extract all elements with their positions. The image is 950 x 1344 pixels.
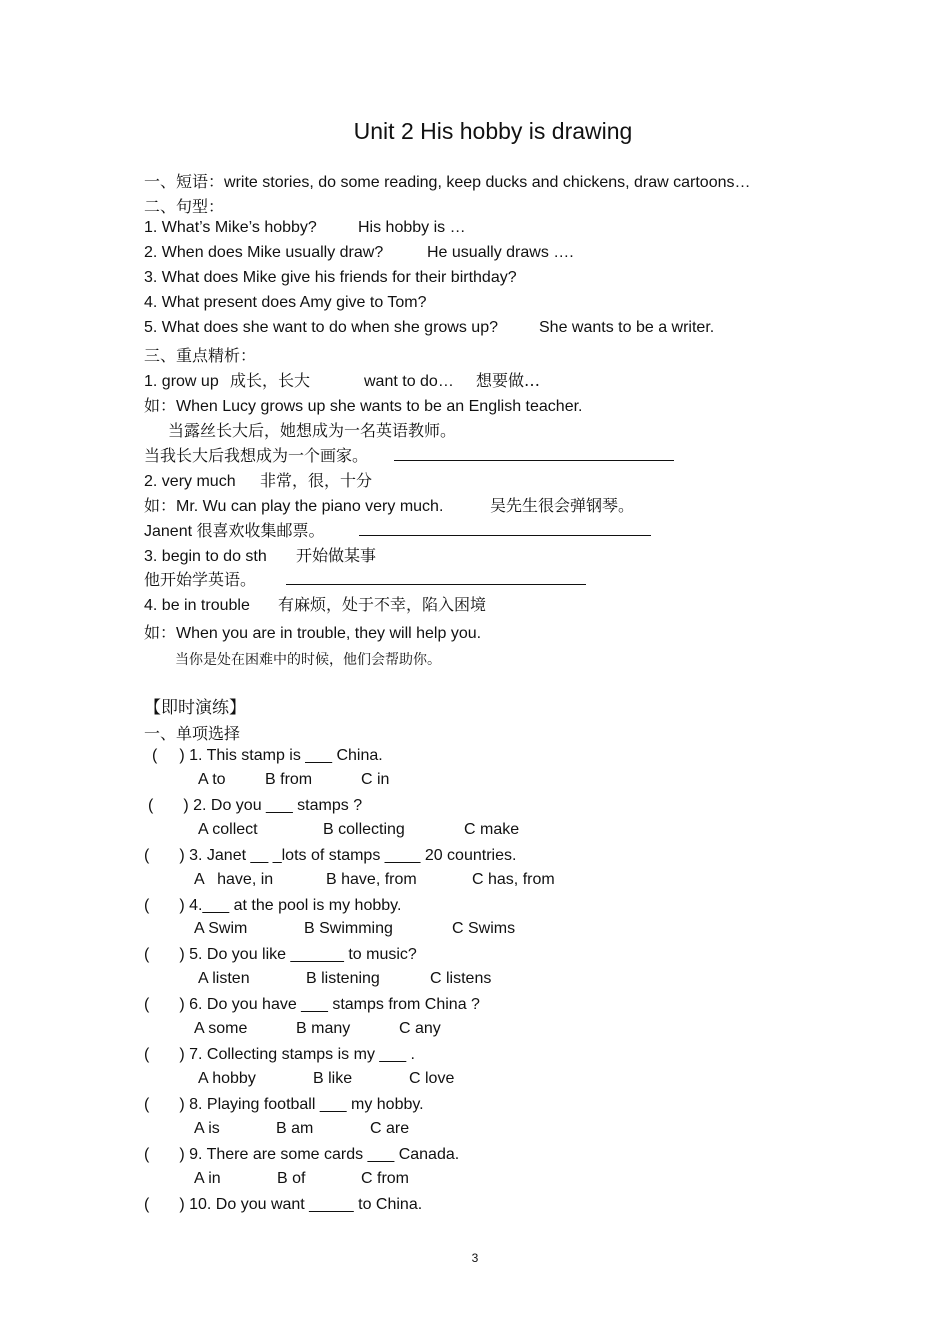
example-4 <box>144 620 481 643</box>
pattern-5 <box>144 319 714 337</box>
pattern-question: 2. When does Mike usually draw? <box>144 244 384 261</box>
option[interactable]: B listening <box>306 970 380 987</box>
point-zh: 开始做某事 <box>296 546 377 565</box>
option[interactable]: B Swimming <box>304 920 393 937</box>
practice-title: 【即时演练】 <box>144 698 246 718</box>
example-2 <box>144 493 634 516</box>
example-text: When you are in trouble, they will help you. <box>176 625 482 642</box>
task-prompt-en: Janent <box>144 523 193 540</box>
paren-open: ( <box>144 1096 150 1113</box>
answer-slot[interactable] <box>149 896 179 910</box>
patterns-label: 二、句型： <box>144 197 225 216</box>
task-prompt: 很喜欢收集邮票。 <box>196 521 325 540</box>
pattern-4 <box>144 294 427 312</box>
option[interactable]: B am <box>276 1120 314 1137</box>
task-2 <box>144 518 651 541</box>
option[interactable]: B have, from <box>326 871 417 888</box>
option[interactable]: A some <box>194 1020 248 1037</box>
question-6 <box>144 995 480 1014</box>
task-prompt: 他开始学英语。 <box>144 570 257 589</box>
point-1 <box>144 368 540 391</box>
option[interactable]: B collecting <box>323 821 405 838</box>
pattern-2 <box>144 244 574 262</box>
question-8 <box>144 1095 424 1114</box>
option[interactable]: A hobby <box>198 1070 256 1087</box>
options-9 <box>194 1170 409 1188</box>
question-4 <box>144 896 401 915</box>
task-prompt: 当我长大后我想成为一个画家。 <box>144 446 369 465</box>
paren-open: ( <box>148 797 154 814</box>
options-3 <box>194 871 555 889</box>
question-text: 5. Do you like ______ to music? <box>189 946 417 963</box>
answer-slot[interactable] <box>153 796 183 810</box>
pattern-question: 3. What does Mike give his friends for their birthday? <box>144 269 517 286</box>
paren-close: ) <box>183 797 189 814</box>
question-5 <box>144 945 417 964</box>
paren-open: ( <box>144 1046 150 1063</box>
options-1 <box>198 771 389 789</box>
point-en: 3. begin to do sth <box>144 548 267 565</box>
answer-blank[interactable] <box>286 570 586 585</box>
question-text: 1. This stamp is ___ China. <box>189 747 383 764</box>
example-translation: 吴先生很会弹钢琴。 <box>490 496 635 515</box>
paren-close: ) <box>179 946 185 963</box>
paren-close: ) <box>179 1196 185 1213</box>
question-text: 6. Do you have ___ stamps from China ? <box>189 996 480 1013</box>
example-1-translation: 当露丝长大后，她想成为一名英语教师。 <box>168 421 457 440</box>
example-4-translation: 当你是处在困难中的时候，他们会帮助你。 <box>175 652 441 668</box>
answer-slot[interactable] <box>157 746 179 760</box>
answer-slot[interactable] <box>149 1045 179 1059</box>
paren-open: ( <box>152 747 158 764</box>
paren-open: ( <box>144 996 150 1013</box>
task-1 <box>144 443 674 466</box>
pattern-question: 5. What does she want to do when she grows up? <box>144 319 498 336</box>
answer-slot[interactable] <box>149 1095 179 1109</box>
options-2 <box>198 821 519 839</box>
point-zh: 成长，长大 <box>230 371 311 390</box>
question-text: 2. Do you ___ stamps ? <box>193 797 363 814</box>
question-text: 3. Janet __ _lots of stamps ____ 20 countries. <box>189 847 517 864</box>
option[interactable]: A in <box>194 1170 221 1187</box>
question-text: 4.___ at the pool is my hobby. <box>189 897 402 914</box>
page-number: 3 <box>471 1251 479 1265</box>
point-zh: 非常，很，十分 <box>260 471 373 490</box>
pattern-1 <box>144 219 466 237</box>
options-5 <box>198 970 491 988</box>
example-label: 如： <box>144 496 177 515</box>
option[interactable]: A have, in <box>194 871 274 888</box>
pattern-answer: His hobby is … <box>358 219 466 236</box>
example-1 <box>144 393 582 416</box>
point-zh: 有麻烦，处于不幸，陷入困境 <box>278 595 487 614</box>
pattern-answer: He usually draws …. <box>427 244 574 261</box>
options-8 <box>194 1120 409 1138</box>
points-label: 三、重点精析： <box>144 346 257 365</box>
option[interactable]: B from <box>265 771 313 788</box>
question-text: 10. Do you want _____ to China. <box>189 1196 423 1213</box>
phrases-line <box>144 169 751 192</box>
option[interactable]: A is <box>194 1120 220 1137</box>
paren-close: ) <box>179 847 185 864</box>
paren-close: ) <box>179 897 185 914</box>
page-title: Unit 2 His hobby is drawing <box>353 118 633 144</box>
example-label: 如： <box>144 396 177 415</box>
mc-label: 一、单项选择 <box>144 724 241 743</box>
paren-open: ( <box>144 1146 150 1163</box>
option[interactable]: C make <box>464 821 520 838</box>
question-9 <box>144 1145 459 1164</box>
options-4 <box>194 920 515 938</box>
option[interactable]: C in <box>361 771 390 788</box>
question-3 <box>144 846 516 865</box>
answer-slot[interactable] <box>149 945 179 959</box>
paren-open: ( <box>144 1196 150 1213</box>
question-text: 7. Collecting stamps is my ___ . <box>189 1046 415 1063</box>
answer-slot[interactable] <box>149 1195 179 1209</box>
point-en: 4. be in trouble <box>144 597 250 614</box>
option[interactable]: A Swim <box>194 920 248 937</box>
option[interactable]: B of <box>277 1170 306 1187</box>
point-zh: 想要做… <box>476 371 541 390</box>
point-4 <box>144 592 486 615</box>
paren-open: ( <box>144 847 150 864</box>
example-text: When Lucy grows up she wants to be an English teacher. <box>176 398 583 415</box>
options-6 <box>194 1020 441 1038</box>
answer-slot[interactable] <box>149 1145 179 1159</box>
pattern-question: 4. What present does Amy give to Tom? <box>144 294 427 311</box>
example-label: 如： <box>144 623 177 642</box>
answer-blank[interactable] <box>359 521 651 536</box>
phrases-text: write stories, do some reading, keep ducks and chickens, draw cartoons… <box>224 174 751 191</box>
option[interactable]: C listens <box>430 970 492 987</box>
options-7 <box>198 1070 454 1088</box>
phrases-label: 一、短语： <box>144 172 225 191</box>
option[interactable]: B like <box>313 1070 353 1087</box>
example-text: Mr. Wu can play the piano very much. <box>176 498 444 515</box>
paren-close: ) <box>179 1046 185 1063</box>
option[interactable]: B many <box>296 1020 351 1037</box>
paren-close: ) <box>179 1146 185 1163</box>
option[interactable]: C from <box>361 1170 409 1187</box>
paren-close: ) <box>179 747 185 764</box>
question-text: 9. There are some cards ___ Canada. <box>189 1146 460 1163</box>
option[interactable]: C Swims <box>452 920 516 937</box>
pattern-3 <box>144 269 517 287</box>
pattern-question: 1. What’s Mike’s hobby? <box>144 219 317 236</box>
option[interactable]: C any <box>399 1020 441 1037</box>
pattern-answer: She wants to be a writer. <box>539 319 715 336</box>
point-3 <box>144 543 376 566</box>
point-en: want to do… <box>364 373 454 390</box>
task-3 <box>144 567 586 590</box>
question-text: 8. Playing football ___ my hobby. <box>189 1096 424 1113</box>
option[interactable]: C love <box>409 1070 455 1087</box>
answer-slot[interactable] <box>149 846 179 860</box>
answer-slot[interactable] <box>149 995 179 1009</box>
point-2 <box>144 468 372 491</box>
point-en: 2. very much <box>144 473 236 490</box>
option[interactable]: A listen <box>198 970 250 987</box>
paren-open: ( <box>144 897 150 914</box>
answer-blank[interactable] <box>394 446 674 461</box>
paren-close: ) <box>179 1096 185 1113</box>
question-1 <box>152 746 383 765</box>
point-en: 1. grow up <box>144 373 219 390</box>
option[interactable]: C are <box>370 1120 410 1137</box>
paren-close: ) <box>179 996 185 1013</box>
question-10 <box>144 1195 422 1214</box>
option[interactable]: A collect <box>198 821 258 838</box>
paren-open: ( <box>144 946 150 963</box>
option[interactable]: A to <box>198 771 226 788</box>
question-2 <box>148 796 362 815</box>
question-7 <box>144 1045 415 1064</box>
option[interactable]: C has, from <box>472 871 555 888</box>
